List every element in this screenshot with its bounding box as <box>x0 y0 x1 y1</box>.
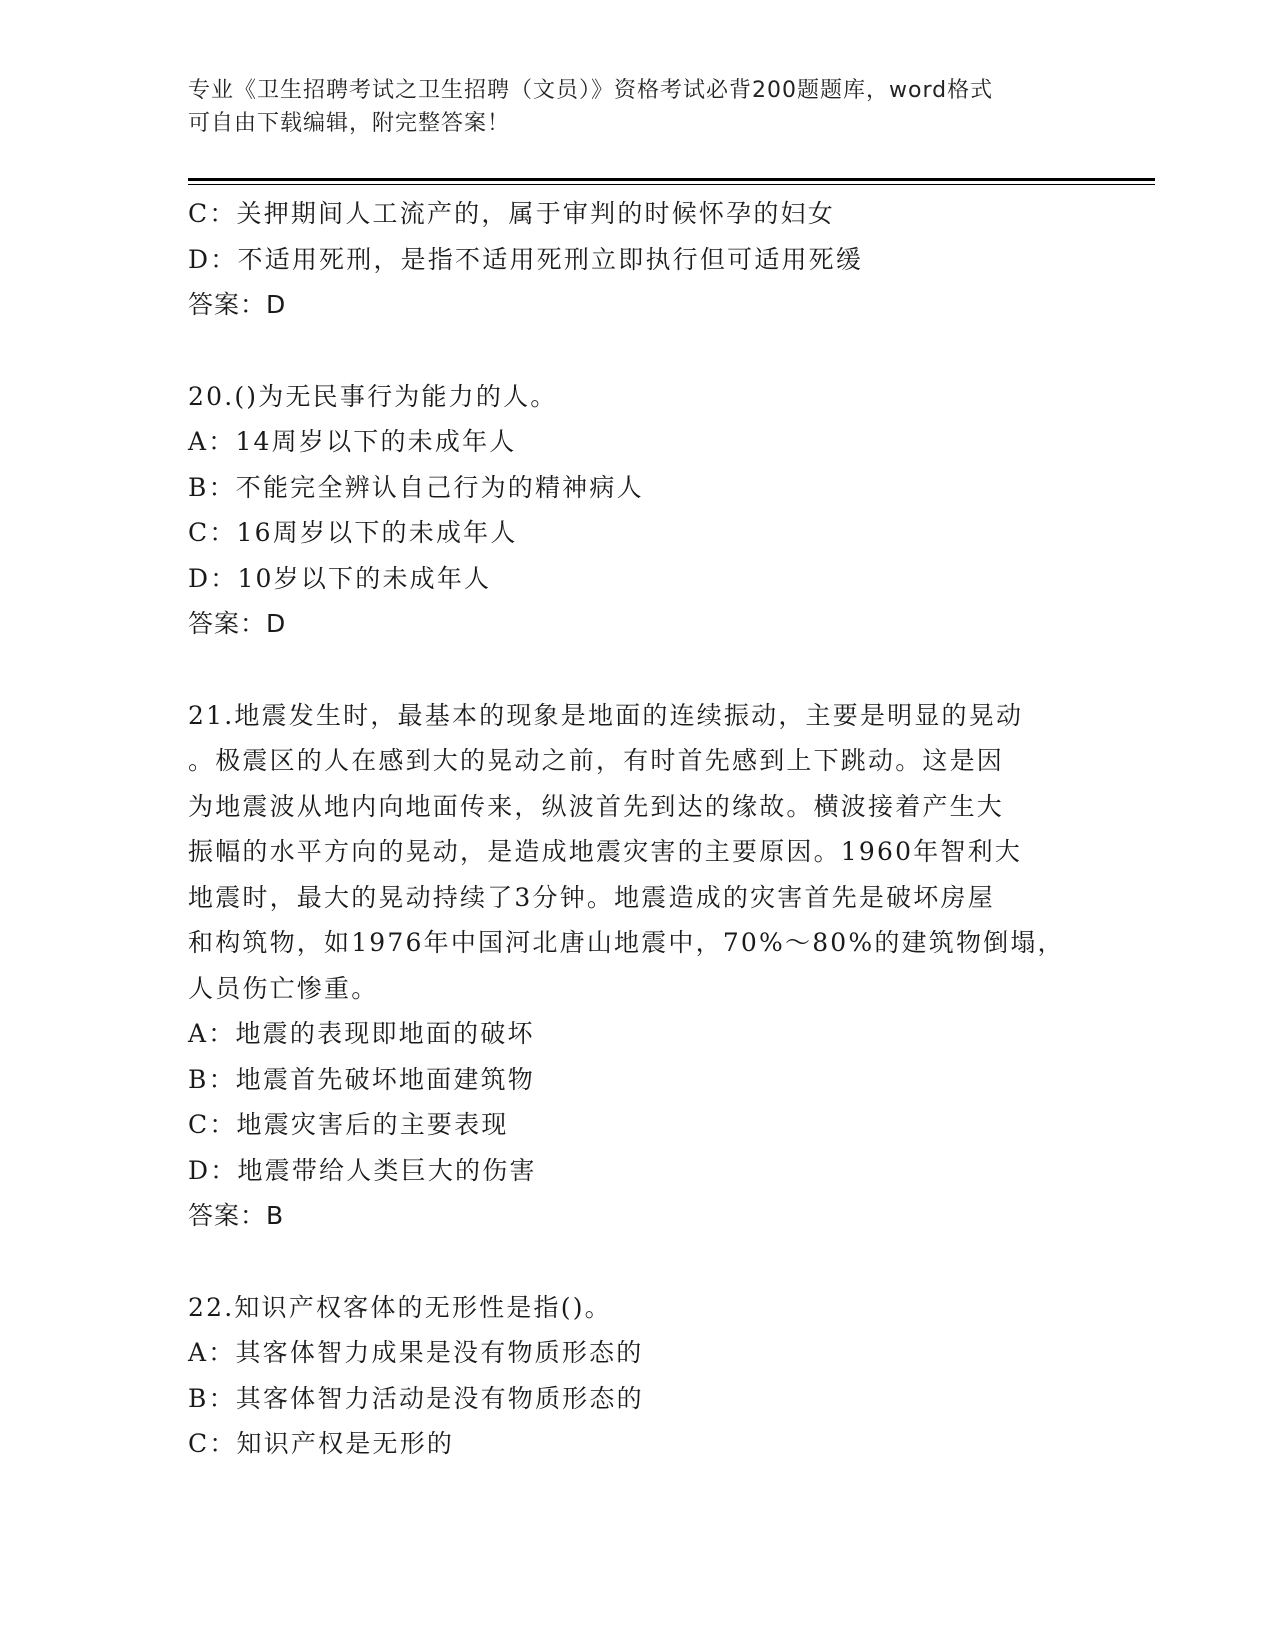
question-stem-line: 人员伤亡惨重。 <box>188 973 379 1003</box>
option-c: C：关押期间人工流产的，属于审判的时候怀孕的妇女 <box>188 199 835 228</box>
question-stem: 20.()为无民事行为能力的人。 <box>188 381 558 411</box>
option-c: C：知识产权是无形的 <box>188 1429 455 1458</box>
header-rule-thick <box>188 178 1155 181</box>
option-a: A：其客体智力成果是没有物质形态的 <box>188 1338 644 1367</box>
option-d: D：不适用死刑，是指不适用死刑立即执行但可适用死缓 <box>188 244 864 274</box>
spacer <box>188 328 1088 374</box>
question-21 <box>188 693 1088 1239</box>
option-b: B：其客体智力活动是没有物质形态的 <box>188 1383 644 1413</box>
answer-line: 答案：B <box>188 1201 285 1230</box>
option-d: D：10岁以下的未成年人 <box>188 563 492 593</box>
header-title-line-1: 专业《卫生招聘考试之卫生招聘（文员）》资格考试必背200题题库，word格式 <box>188 78 994 103</box>
question-20 <box>188 374 1088 647</box>
header-rule-thin <box>188 184 1155 185</box>
question-19-tail <box>188 191 1088 328</box>
document-header <box>188 74 1088 140</box>
question-stem-line: 地震时，最大的晃动持续了3分钟。地震造成的灾害首先是破坏房屋 <box>188 882 995 912</box>
option-d: D：地震带给人类巨大的伤害 <box>188 1155 537 1185</box>
question-stem-line: 和构筑物，如1976年中国河北唐山地震中，70%～80%的建筑物倒塌， <box>188 928 1065 957</box>
question-stem: 22.知识产权客体的无形性是指()。 <box>188 1292 612 1322</box>
question-22 <box>188 1285 1088 1467</box>
option-b: B：地震首先破坏地面建筑物 <box>188 1064 535 1094</box>
option-b: B：不能完全辨认自己行为的精神病人 <box>188 472 644 502</box>
spacer <box>188 647 1088 693</box>
option-c: C：16周岁以下的未成年人 <box>188 518 518 547</box>
question-stem-line: 为地震波从地内向地面传来，纵波首先到达的缘故。横波接着产生大 <box>188 791 1005 821</box>
header-title-line-2: 可自由下载编辑，附完整答案！ <box>188 111 511 136</box>
question-stem-line: 21.地震发生时，最基本的现象是地面的连续振动，主要是明显的晃动 <box>188 700 1024 730</box>
question-content <box>188 191 1088 1467</box>
spacer <box>188 1239 1088 1285</box>
answer-line: 答案：D <box>188 609 287 638</box>
answer-line: 答案：D <box>188 290 287 319</box>
option-a: A：14周岁以下的未成年人 <box>188 427 517 456</box>
option-a: A：地震的表现即地面的破坏 <box>188 1019 535 1048</box>
question-stem-line: 振幅的水平方向的晃动，是造成地震灾害的主要原因。1960年智利大 <box>188 837 1023 866</box>
question-stem-line: 。极震区的人在感到大的晃动之前，有时首先感到上下跳动。这是因 <box>188 746 1005 775</box>
option-c: C：地震灾害后的主要表现 <box>188 1110 509 1139</box>
